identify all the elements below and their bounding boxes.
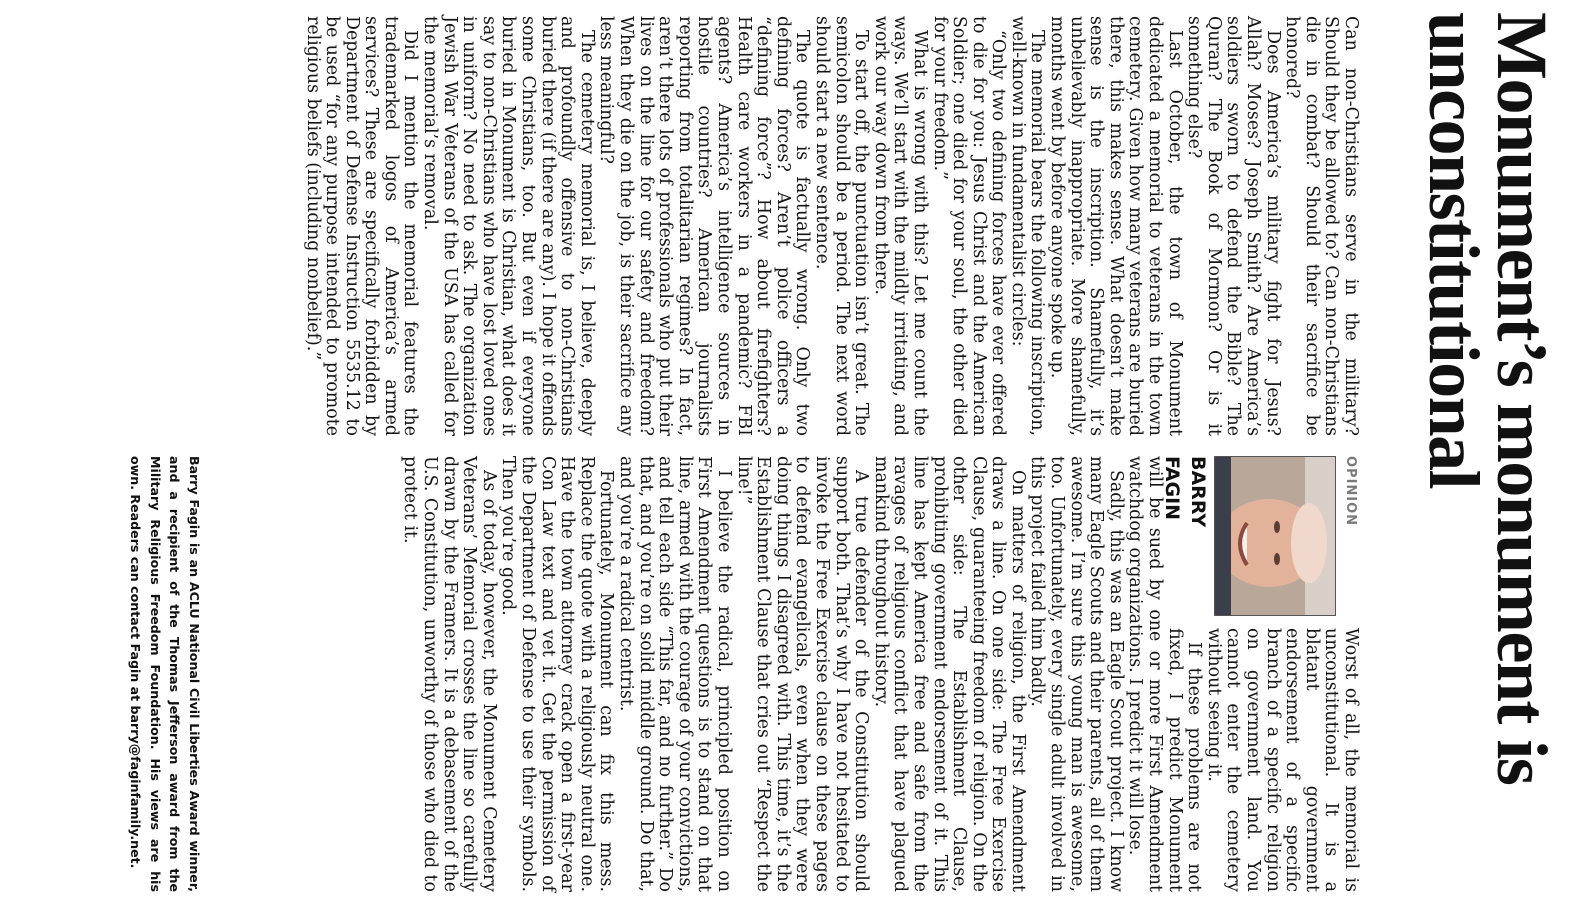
author-first-name: BARRY: [1187, 456, 1210, 528]
byline-block: [1161, 456, 1360, 628]
paragraph: Sadly, this was an Eagle Scout project. I know many Eagle Scouts and their parents, all of them awesome. I’m sure this young man is awesome, too. Unfortunately, every single adult involved in this project failed him badly.: [1027, 456, 1126, 892]
paragraph: “Only two defining forces have ever offered to die for you: Jesus Christ and the American Soldier; one died for your soul, the other died for your freedom.”: [929, 16, 1009, 436]
paragraph: Can non-Christians serve in the military? Should they be allowed to? Can non-Christians die in combat? Should their sacrifice be honored?: [1282, 16, 1361, 436]
paragraph: Did I mention the memorial features the trademarked logos of America’s armed services? These are specifically forbidden by Department of Defense Instruction 5535.12 to be used “for any purpose intended to promote religious beliefs (including nonbelief).”: [302, 16, 421, 436]
article-column-2: [400, 456, 1360, 892]
paragraph: Fortunately, Monument can fix this mess. Replace the quote with a religiously neutral one. Have the town attorney crack open a first-year Con Law text and vet it. Get the permission of the Department of Defense to use their symbols. Then you’re good.: [498, 456, 617, 892]
paragraph: The cemetery memorial is, I believe, deeply and profoundly offensive to non-Christians buried there (if there are any). I hope it offends some Christians, too. But even if everyone buried in Monument is Christian, what does it say to non-Christians who have lost loved ones in uniform? No need to ask. The organization Jewish War Veterans of the USA has called for the memorial’s removal.: [420, 16, 597, 436]
author-portrait-icon: [1215, 457, 1335, 615]
paragraph: Worst of all, the memorial is unconstitutional. It is a blatant government endorsement of a specific branch of a specific religion on government land. You cannot enter the cemetery without seeing it.: [1203, 628, 1361, 892]
paragraph: I believe the radical, principled position on First Amendment questions is to stand on that line, armed with the courage of your convictions, and tell each side “This far, and no further.” Do that, and you’re on solid middle ground. Do that, and you’re a radical centrist.: [616, 456, 734, 892]
paragraph: The quote is factually wrong. Only two defining forces? Aren’t police officers a “defining force”? How about firefighters? Health care workers in a pandemic? FBI agents? America’s intelligence sources in hostile countries? American journalists reporting from totalitarian regimes? In fact, aren’t there lots of professionals who put their lives on the line for our safety and freedom? When they die on the job, is their sacrifice any less meaningful?: [596, 16, 813, 436]
author-bio: Barry Fagin is an ACLU National Civil Liberties Award winner, and a recipient of the Thomas Jefferson award from the Military Religious Freedom Foundation. His views are his own. Readers can contact Fagin at barry@faginfamily.net.: [128, 456, 202, 892]
paragraph: On matters of religion, the First Amendment draws a line. On one side: The Free Exercise Clause, guaranteeing freedom of religion. On the other side: The Establishment Clause, prohibiting government endorsement of it. This line has kept America free and safe from the ravages of religious conflict that have plagued mankind throughout history.: [870, 456, 1028, 892]
paragraph: As of today, however, the Monument Cemetery Veterans’ Memorial crosses the line so carefully drawn by the Framers. It is a debasement of the U.S. Constitution, unworthy of those who died to protect it.: [400, 456, 499, 892]
article-column-1: [302, 16, 1360, 436]
paragraph: What is wrong with this? Let me count the ways. We’ll start with the mildly irritating, and work our way down from there.: [870, 16, 930, 436]
paragraph: Last October, the town of Monument dedicated a memorial to veterans in the town cemetery. Given how many veterans are buried there, this makes sense. What doesn’t make sense is the inscription. Shamefully, it’s unbelievably inappropriate. More shamefully, months went by before anyone spoke up.: [1047, 16, 1185, 436]
paragraph: If these problems are not fixed, I predict Monument will be sued by one or more First Amendment watchdog organizations. I predict it will lose.: [1125, 456, 1205, 892]
paragraph: Does America’s military fight for Jesus? Allah? Moses? Joseph Smith? Are America’s soldiers sworn to defend the Bible? The Quran? The Book of Mormon? Or is it something else?: [1184, 16, 1283, 436]
author-photo: [1214, 456, 1336, 616]
author-last-name: FAGIN: [1161, 456, 1184, 521]
headline: Monument’s monument is unconstitutional: [1414, 12, 1562, 785]
paragraph: A true defender of the Constitution should support both. That’s why I have not hesitated to invoke the Free Exercise clause on these pages to defend evangelicals, even when they were doing things I disagreed with. This time, it’s the Establishment Clause that cries out “Respect the line!”: [733, 456, 872, 892]
paragraph: To start off, the punctuation isn’t great. The semicolon should be a period. The next word should start a new sentence.: [811, 16, 872, 436]
paragraph: The memorial bears the following inscription, well-known in fundamentalist circles:: [1007, 16, 1048, 436]
section-label: OPINION: [1343, 456, 1358, 527]
